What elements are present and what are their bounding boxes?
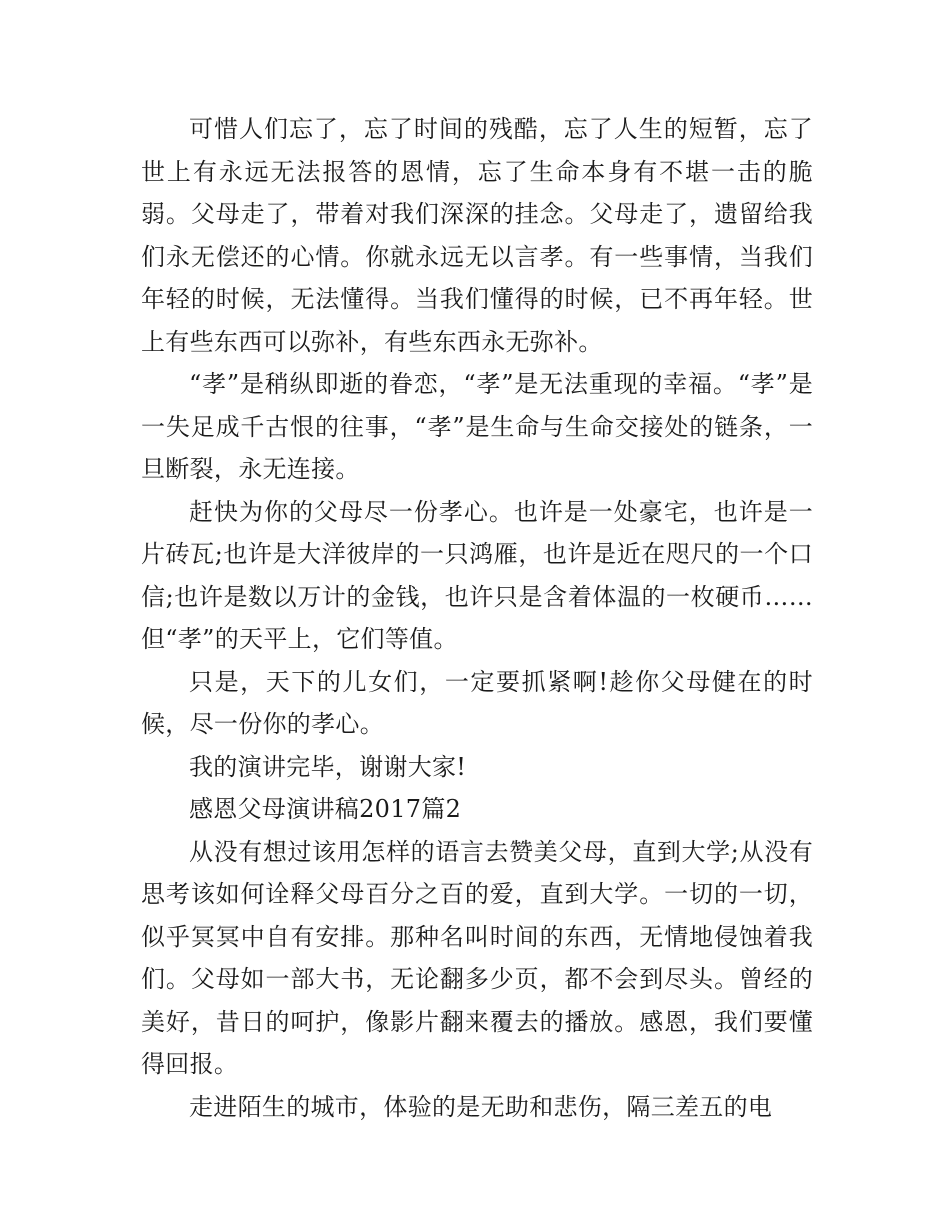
paragraph-1: 可惜人们忘了，忘了时间的残酷，忘了人生的短暂，忘了世上有永远无法报答的恩情，忘了生命本身有不堪一击的脆弱。父母走了，带着对我们深深的挂念。父母走了，遗留给我们永无偿还的心情。你就永远无以言孝。有一些事情，当我们年轻的时候，无法懂得。当我们懂得的时候，已不再年轻。世上有些东西可以弥补，有些东西永无弥补。 [141, 115, 813, 356]
paragraph-3: 赶快为你的父母尽一份孝心。也许是一处豪宅，也许是一片砖瓦;也许是大洋彼岸的一只鸿雁，也许是近在咫尺的一个口信;也许是数以万计的金钱，也许只是含着体温的一枚硬币……但“孝”的天平上，它们等值。 [141, 497, 813, 653]
document-body [141, 108, 813, 1128]
paragraph-2: “孝”是稍纵即逝的眷恋，“孝”是无法重现的幸福。“孝”是一失足成千古恨的往事，“孝”是生命与生命交接处的链条，一旦断裂，永无连接。 [141, 370, 813, 483]
section-heading: 感恩父母演讲稿2017篇2 [189, 795, 462, 823]
paragraph-4: 只是，天下的儿女们，一定要抓紧啊!趁你父母健在的时候，尽一份你的孝心。 [141, 667, 813, 738]
paragraph-7: 走进陌生的城市，体验的是无助和悲伤，隔三差五的电 [189, 1092, 773, 1121]
paragraph-6: 从没有想过该用怎样的语言去赞美父母，直到大学;从没有思考该如何诠释父母百分之百的爱，直到大学。一切的一切，似乎冥冥中自有安排。那种名叫时间的东西，无情地侵蚀着我们。父母如一部大书，无论翻多少页，都不会到尽头。曾经的美好，昔日的呵护，像影片翻来覆去的播放。感恩，我们要懂得回报。 [141, 837, 813, 1078]
paragraph-5: 我的演讲完毕，谢谢大家! [189, 752, 467, 781]
